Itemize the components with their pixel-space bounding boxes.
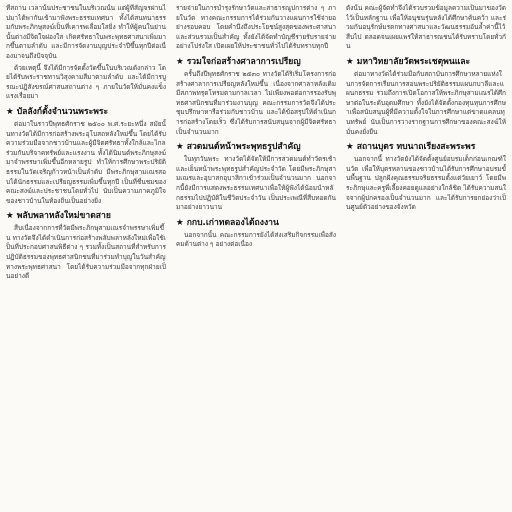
body-paragraph: ด้วยเหตุนี้ จึงได้มีการจัดตั้งวัดขึ้นในบริเวณดังกล่าว โดยได้รับพระราชทานวิสุงคามสีมาตามลำดับ และได้มีการบูรณะปฏิสังขรณ์ศาสนสถานต่าง ๆ ภายในวัดให้มั่นคงแข็งแรงเรื่อยมา [6,63,166,101]
body-paragraph: นอกจากนั้น คณะกรรมการยังได้ส่งเสริมกิจกรรมเพื่อสังคมด้านต่าง ๆ อย่างต่อเนื่อง [176,230,336,249]
body-paragraph: ต่อมาทางวัดได้ร่วมมือกับสถาบันการศึกษาหลายแห่งในการจัดการเรียนการสอนพระปริยัติธรรมแผนกบาลีและแผนกธรรม รวมถึงการเปิดโอกาสให้พระภิกษุสามเณรได้ศึกษาต่อในระดับอุดมศึกษา ทั้งยังได้จัดตั้งกองทุนทุนการศึกษาเพื่อสนับสนุนผู้ที่มีความตั้งใจในการศึกษาแต่ขาดแคลนทุนทรัพย์ นับเป็นการวางรากฐานการศึกษาของคณะสงฆ์ให้มั่นคงยั่งยืน [346,69,506,136]
body-paragraph: ดังนั้น คณะผู้จัดทำจึงได้รวบรวมข้อมูลความเป็นมาของวัดไว้เป็นหลักฐาน เพื่อให้อนุชนรุ่นหลังได้ศึกษาค้นคว้า และร่วมกันอนุรักษ์มรดกทางศาสนาและวัฒนธรรมอันล้ำค่านี้ไว้สืบไป ตลอดจนเผยแพร่ให้สาธารณชนได้รับทราบโดยทั่วกัน [346,4,506,51]
section-heading: ★ สวดมนต์หน้าพระพุทธรูปสำคัญ [176,142,301,153]
section-heading: ★ กกบ.เก่าทดลองได้ถงงาน [176,217,279,228]
body-paragraph: นอกจากนี้ ทางวัดยังได้จัดตั้งศูนย์อบรมเด็กก่อนเกณฑ์ในวัด เพื่อให้บุตรหลานของชาวบ้านได้รับการศึกษาอบรมขั้นพื้นฐาน ปลูกฝังคุณธรรมจริยธรรมตั้งแต่วัยเยาว์ โดยมีพระภิกษุและครูพี่เลี้ยงคอยดูแลอย่างใกล้ชิด ได้รับความสนใจจากผู้ปกครองเป็นจำนวนมาก และได้รับการยกย่องว่าเป็นศูนย์ตัวอย่างของจังหวัด [346,155,506,212]
column-1 [6,4,166,512]
column-3 [346,4,506,512]
body-paragraph: ต่อมาในราวปีพุทธศักราช ๒๕๐๐ พ.ศ.ระยะหนึ่ง สมัยนั้นทางวัดได้มีการก่อสร้างพระอุโบสถหลังใหม่ขึ้น โดยได้รับความร่วมมือจากชาวบ้านและผู้มีจิตศรัทธาทั้งใกล้และไกล ร่วมกันบริจาคทรัพย์และแรงงาน ทั้งได้นิมนต์พระภิกษุสงฆ์มาจำพรรษาเพิ่มขึ้นอีกหลายรูป ทำให้การศึกษาพระปริยัติธรรมในวัดเจริญก้าวหน้าเป็นลำดับ มีพระภิกษุสามเณรสอบได้นักธรรมและเปรียญธรรมเพิ่มขึ้นทุกปี เป็นที่ชื่นชมของคณะสงฆ์และประชาชนโดยทั่วไป นับเป็นความภาคภูมิใจของชาวบ้านในท้องถิ่นเป็นอย่างยิ่ง [6,119,166,205]
body-paragraph: ที่สถาน เวลานั้นประชาชนในบริเวณนั้น แต่ผู้ที่สัญจรผ่านไปมาได้พากันเข้ามาฟังพระธรรมเทศนา ทั้งได้สนทนาธรรมกับพระภิกษุสงฆ์เป็นที่เคารพเลื่อมใสยิ่ง ทำให้ผู้คนในย่านนั้นต่างมีจิตใจผ่องใส เกิดศรัทธาในพระพุทธศาสนาเพิ่มมากขึ้นตามลำดับ และมีการจัดงานบุญประจำปีขึ้นทุกปีต่อเนื่องมาจนถึงปัจจุบัน [6,4,166,60]
section-heading: ★ บัลลังก์ตั้งจำนวนพระพระ [6,106,109,117]
body-paragraph: ในทุกวันพระ ทางวัดได้จัดให้มีการสวดมนต์ทำวัตรเช้าและเย็นหน้าพระพุทธรูปสำคัญประจำวัด โดยมีพระภิกษุสามเณรและอุบาสกอุบาสิกาเข้าร่วมเป็นจำนวนมาก นอกจากนี้ยังมีการแสดงพระธรรมเทศนาเพื่อให้ผู้ฟังได้น้อมนำหลักธรรมไปปฏิบัติในชีวิตประจำวัน เป็นประเพณีที่สืบทอดกันมาอย่างยาวนาน [176,155,336,212]
section-heading: ★ มหาวิทยาลัยวัดพระเชตุพนและ [346,56,471,67]
body-paragraph: ครั้นถึงปีพุทธศักราช ๒๕๓๐ ทางวัดได้ริเริ่มโครงการก่อสร้างศาลาการเปรียญหลังใหม่ขึ้น เนื่องจากศาลาหลังเดิมมีสภาพทรุดโทรมตามกาลเวลา ไม่เพียงพอต่อการรองรับพุทธศาสนิกชนที่มาร่วมงานบุญ คณะกรรมการวัดจึงได้ประชุมปรึกษาหารือร่วมกับชาวบ้าน และได้ข้อสรุปให้ดำเนินการก่อสร้างโดยเร็ว ซึ่งได้รับการสนับสนุนจากผู้มีจิตศรัทธาเป็นจำนวนมาก [176,69,336,136]
body-paragraph: สืบเนื่องจากการที่วัดมีพระภิกษุสามเณรจำพรรษาเพิ่มขึ้น ทางวัดจึงได้ดำเนินการก่อสร้างพลับพลาหลังใหม่เพื่อใช้เป็นที่ประกอบศาสนพิธีต่าง ๆ รวมทั้งเป็นสถานที่สำหรับการปฏิบัติธรรมของพุทธศาสนิกชนที่มาร่วมทำบุญในวันสำคัญทางพระพุทธศาสนา โดยได้รับความร่วมมือจากทุกฝ่ายเป็นอย่างดี [6,224,166,281]
column-2 [176,4,336,512]
section-heading: ★ รวมใจก่อสร้างศาลาการเปรียญ [176,56,301,67]
section-heading: ★ สถานบุตร ทบนาถเรียงสะพระพร [346,142,476,153]
section-heading: ★ พลับพลาหลังใหม่ขาดสาย [6,211,111,222]
body-paragraph: รายจ่ายในการบำรุงรักษาวัดและสาธารณูปการต่าง ๆ ภายในวัด ทางคณะกรรมการได้ร่วมกันวางแผนการใช้จ่ายอย่างรอบคอบ โดยคำนึงถึงประโยชน์สูงสุดของพระศาสนาและส่วนรวมเป็นสำคัญ ทั้งยังได้จัดทำบัญชีรายรับรายจ่ายอย่างโปร่งใส เปิดเผยให้ประชาชนทั่วไปได้รับทราบทุกปี [176,4,336,51]
